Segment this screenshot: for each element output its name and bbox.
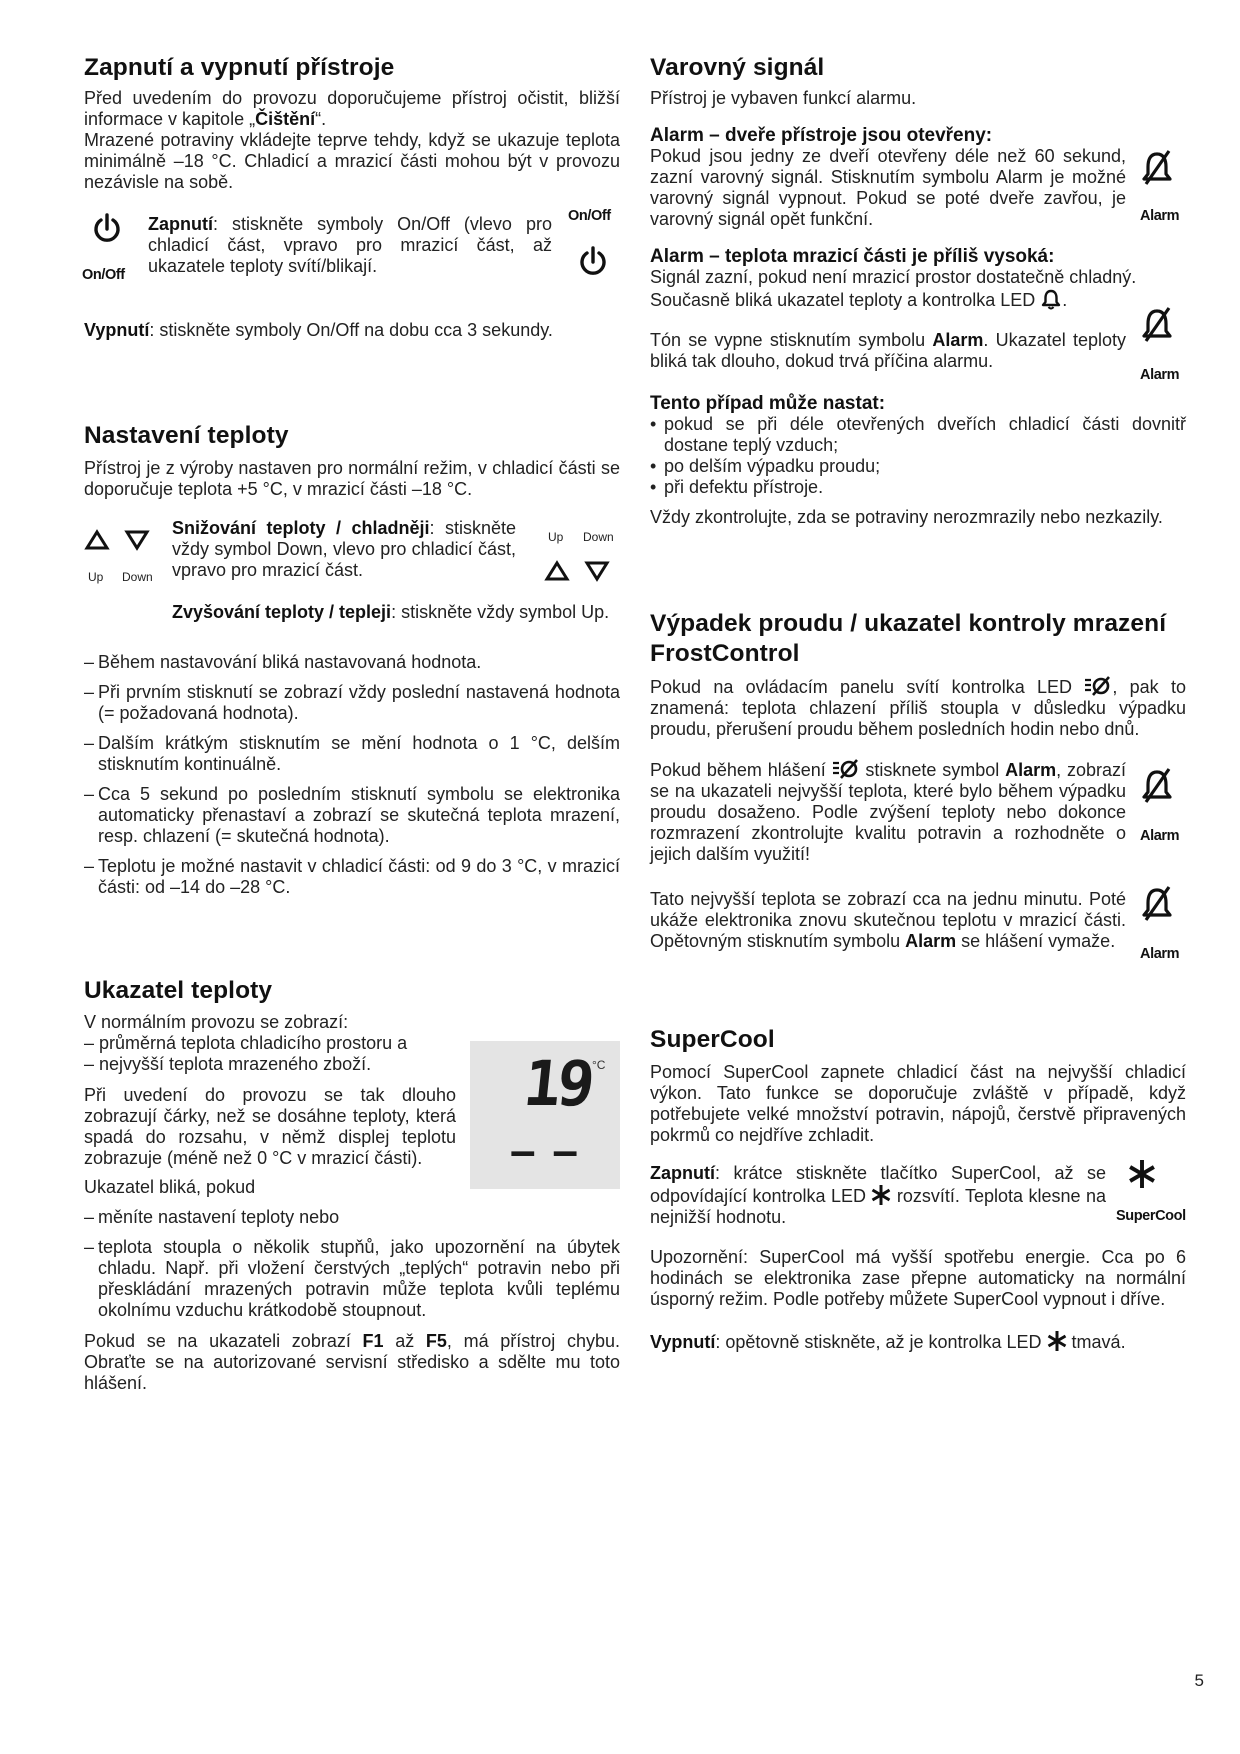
up-label: Up — [88, 570, 104, 584]
alarm-label: Alarm — [1140, 367, 1180, 383]
alarm-intro: Přístroj je vybaven funkcí alarmu. — [650, 88, 917, 108]
alarm-label: Alarm — [1140, 208, 1180, 224]
on-off-label-right: On/Off — [568, 208, 611, 224]
display-dashes: – – — [510, 1124, 580, 1176]
power-on-text: Zapnutí: stiskněte symboly On/Off (vlevo pro chladicí část, vpravo pro mrazicí část, až ukazatele teploty svítí/blikají. — [148, 214, 552, 276]
cleaning-link: Čištění — [255, 109, 316, 129]
indicator-line2: – průměrná teplota chladicího prostoru a — [84, 1033, 408, 1053]
section-title-alarm: Varovný signál — [650, 54, 825, 81]
alarm-off-text: Tón se vypne stisknutím symbolu Alarm. Ukazatel teploty bliká tak dlouho, dokud trvá příčina alarmu. — [650, 330, 1126, 371]
supercool-intro: Pomocí SuperCool zapnete chladicí část na nejvyšší chladicí výkon. Tato funkce se doporučuje zvláště v případě, když potřebujete velké množství potravin, nápojů, čerstvě připravených pokrmů co nejdříve zchladit. — [650, 1062, 1186, 1145]
alarm-case-title: Tento případ může nastat: — [650, 393, 886, 414]
down-label: Down — [122, 570, 153, 584]
list-item: – Cca 5 sekund po posledním stisknutí symbolu se elektronika automaticky přenastaví a zobrazí se skutečná teplota mrazení, resp. chlazení (= skutečná hodnota). — [84, 784, 620, 846]
supercool-icon — [1047, 1330, 1067, 1352]
indicator-line1: V normálním provozu se zobrazí: — [84, 1012, 349, 1032]
up-label: Up — [548, 530, 564, 544]
alarm-freezer-text: Signál zazní, pokud není mrazicí prostor dostatečně chladný. Současně bliká ukazatel teploty a kontrolka LED . — [650, 267, 1137, 310]
frost-control-icon — [832, 758, 860, 780]
temp-raise-text: Zvyšování teploty / tepleji: stiskněte vždy symbol Up. — [172, 602, 610, 622]
list-item: – Při prvním stisknutí se zobrazí vždy poslední nastavená hodnota (= požadovaná hodnota). — [84, 682, 620, 723]
frost-para3: Tato nejvyšší teplota se zobrazí cca na jednu minutu. Poté ukáže elektronika znovu skutečnou teplotu v mrazicí části. Opětovným stisknutím symbolu Alarm se hlášení vymaže. — [650, 889, 1126, 951]
down-arrow-icon — [124, 529, 150, 551]
display-unit: °C — [592, 1058, 606, 1072]
frost-para2: Pokud během hlášení stisknete symbol Alarm, zobrazí se na ukazateli nejvyšší teplota, které bylo během výpadku proudu dosaženo. Podle zvýšení teploty nebo dokonce rozmrazení zkontrolujte kvalitu potravin a rozhodněte o jejich dalším využití! — [650, 760, 1126, 864]
down-arrow-icon — [584, 560, 610, 582]
frost-control-icon — [1084, 675, 1112, 697]
list-item: – měníte nastavení teploty nebo — [84, 1207, 340, 1227]
alarm-icon — [1140, 884, 1174, 922]
frost-para1: Pokud na ovládacím panelu svítí kontrolka LED , pak to znamená: teplota chlazení příliš stoupla v důsledku výpadku proudu, přerušení proudu během posledních hodin nebo dnů. — [650, 677, 1186, 739]
supercool-note: Upozornění: SuperCool má vyšší spotřebu energie. Cca po 6 hodinách se elektronika zase přepne automaticky na normální úsporný režim. Podle potřeby můžete SuperCool vypnout i dříve. — [650, 1247, 1186, 1309]
alarm-freezer-title: Alarm – teplota mrazicí části je příliš vysoká: — [650, 246, 1055, 267]
list-item: • po delším výpadku proudu; — [650, 456, 881, 476]
alarm-label: Alarm — [1140, 828, 1180, 844]
alarm-check-text: Vždy zkontrolujte, zda se potraviny nerozmrazily nebo nezkazily. — [650, 507, 1163, 527]
alarm-icon — [1140, 305, 1174, 343]
bell-icon — [1040, 288, 1062, 310]
page-number: 5 — [1194, 1671, 1204, 1690]
up-arrow-icon — [84, 529, 110, 551]
indicator-error-text: Pokud se na ukazateli zobrazí F1 až F5, má přístroj chybu. Obraťte se na autorizované servisní středisko a sdělte mu toto hlášení. — [84, 1331, 620, 1393]
alarm-label: Alarm — [1140, 946, 1180, 962]
up-arrow-icon — [544, 560, 570, 582]
supercool-off-text: Vypnutí: opětovně stiskněte, až je kontrolka LED tmavá. — [650, 1332, 1126, 1352]
display-value: 19 — [520, 1047, 595, 1120]
alarm-door-title: Alarm – dveře přístroje jsou otevřeny: — [650, 125, 993, 146]
alarm-icon — [1140, 766, 1174, 804]
supercool-icon — [1128, 1158, 1156, 1190]
supercool-label: SuperCool — [1116, 1208, 1186, 1224]
indicator-line3: – nejvyšší teplota mrazeného zboží. — [84, 1054, 372, 1074]
power-intro: Před uvedením do provozu doporučujeme přístroj očistit, bližší informace v kapitole „Čištění“. — [84, 88, 620, 129]
power-icon — [92, 213, 122, 245]
section-title-temp-setting: Nastavení teploty — [84, 422, 289, 449]
list-item: – Teplotu je možné nastavit v chladicí části: od 9 do 3 °C, v mrazicí části: od –14 do –28 °C. — [84, 856, 620, 897]
on-off-label-left: On/Off — [82, 267, 125, 283]
section-title-frost-control: Výpadek proudu / ukazatel kontroly mrazení FrostControl — [650, 610, 1167, 667]
power-intro-2: Mrazené potraviny vkládejte teprve tehdy, když se ukazuje teplota minimálně –18 °C. Chladicí a mrazicí části mohou být v provozu nezávisle na sobě. — [84, 130, 620, 192]
temperature-display — [470, 1041, 620, 1189]
list-item: • pokud se při déle otevřených dveřích chladicí části dovnitř dostane teplý vzduch; — [650, 414, 1186, 455]
section-title-indicator: Ukazatel teploty — [84, 977, 273, 1004]
alarm-door-text: Pokud jsou jedny ze dveří otevřeny déle než 60 sekund, zazní varovný signál. Stisknutím symbolu Alarm je možné varovný signál vypnout. Pokud se poté dveře zavřou, je varovný signál opět funkční. — [650, 146, 1126, 229]
power-icon — [578, 246, 608, 278]
list-item: – Dalším krátkým stisknutím se mění hodnota o 1 °C, delším stisknutím kontinuálně. — [84, 733, 620, 774]
indicator-para2: Při uvedení do provozu se tak dlouho zobrazují čárky, než se dosáhne teploty, která spadá do rozsahu, v němž displej teplotu zobrazuje (méně než 0 °C v mrazicí části). — [84, 1085, 456, 1168]
down-label: Down — [583, 530, 614, 544]
list-item: – teplota stoupla o několik stupňů, jako upozornění na úbytek chladu. Např. při vložení čerstvých „teplých“ potravin nebo při přeskládání mrazených potravin může teplota kvůli teplému okolnímu vzduchu krátkodobě stoupnout. — [84, 1237, 620, 1320]
indicator-blink-intro: Ukazatel bliká, pokud — [84, 1177, 256, 1197]
supercool-on-text: Zapnutí: krátce stiskněte tlačítko SuperCool, až se odpovídající kontrolka LED rozsvítí. Teplota klesne na nejnižší hodnotu. — [650, 1163, 1106, 1227]
power-off-text: Vypnutí: stiskněte symboly On/Off na dobu cca 3 sekundy. — [84, 320, 553, 340]
temp-lower-text: Snižování teploty / chladněji: stiskněte vždy symbol Down, vlevo pro chladicí část, vpravo pro mrazicí část. — [172, 518, 516, 580]
section-title-power: Zapnutí a vypnutí přístroje — [84, 54, 395, 81]
section-title-supercool: SuperCool — [650, 1026, 775, 1053]
supercool-icon — [871, 1184, 891, 1206]
list-item: – Během nastavování bliká nastavovaná hodnota. — [84, 652, 482, 672]
list-item: • při defektu přístroje. — [650, 477, 824, 497]
alarm-icon — [1140, 148, 1174, 186]
temp-setting-intro: Přístroj je z výroby nastaven pro normální režim, v chladicí části se doporučuje teplota +5 °C, v mrazicí části –18 °C. — [84, 458, 620, 499]
